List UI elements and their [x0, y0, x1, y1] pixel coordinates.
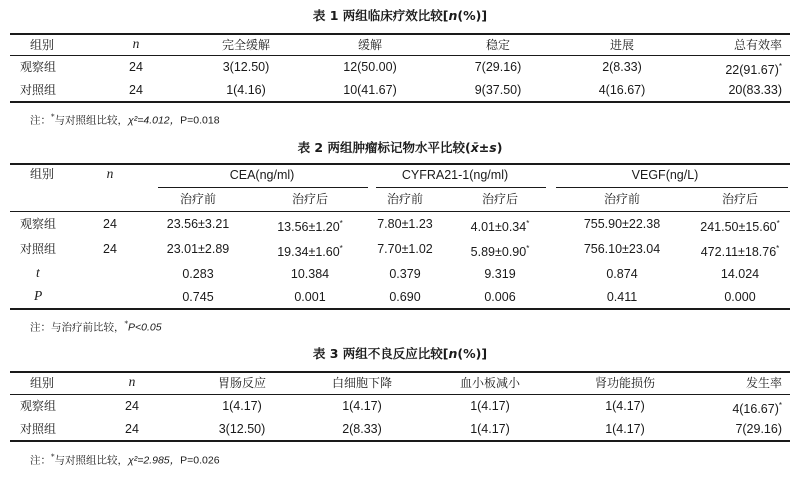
table2-subheader-before: 治疗前: [603, 192, 641, 206]
table2-cell: 756.10±23.04: [583, 242, 661, 256]
table2-cell: 9.319: [484, 267, 516, 281]
table3-cell: 1(4.17): [605, 422, 645, 436]
table2-subheader-after: 治疗后: [291, 192, 329, 206]
table3-row-control-group: 对照组: [20, 422, 57, 436]
table3-cell: 7(29.16): [735, 422, 782, 436]
table1-row-control-n: 24: [129, 83, 143, 97]
table2-row-observation-group: 观察组: [20, 217, 57, 231]
table2-cell: 0.874: [606, 267, 638, 281]
table1-footnote: 注：*与对照组比较，χ²=4.012，P=0.018: [30, 113, 220, 127]
table3-cell: 1(4.17): [470, 422, 510, 436]
table1-cell: 10(41.67): [343, 83, 397, 97]
table2-title: 表 2 两组肿瘤标记物水平比较(x̄±s): [297, 140, 503, 155]
table3-header-leukopenia: 白细胞下降: [331, 376, 393, 390]
table1-header-progression: 进展: [609, 38, 635, 52]
table2-cell: 0.283: [182, 267, 214, 281]
table2-cell: 0.379: [389, 267, 421, 281]
table2-cell: 0.690: [389, 290, 421, 304]
table1-cell-total-observation: 22(91.67)*: [725, 62, 782, 78]
table3-row-control-n: 24: [125, 422, 139, 436]
table2-cell: 755.90±22.38: [583, 217, 661, 231]
table2-cell: 241.50±15.60*: [700, 219, 780, 235]
table2-subheader-before: 治疗前: [386, 192, 424, 206]
table1-header-n: n: [132, 36, 140, 51]
table3-row-observation-n: 24: [125, 399, 139, 413]
table3-header-gastrointestinal: 胃肠反应: [217, 376, 267, 390]
table2-vegf-span-rule: [556, 187, 788, 188]
table2-cell: 14.024: [720, 267, 760, 281]
table2-subheader-before: 治疗前: [179, 192, 217, 206]
table3-cell: 1(4.17): [470, 399, 510, 413]
table2-footnote: 注：与治疗前比较，*P<0.05: [30, 320, 162, 334]
table1-cell: 2(8.33): [602, 60, 642, 74]
table3-header-n: n: [128, 374, 136, 389]
table1-cell: 7(29.16): [474, 60, 522, 74]
table2-row-control-n: 24: [103, 242, 117, 256]
table3-cell-incidence-observation: 4(16.67)*: [732, 401, 782, 417]
table2-cell: 13.56±1.20*: [277, 219, 343, 235]
table3-row-observation-group: 观察组: [20, 399, 57, 413]
table2-cell: 472.11±18.76*: [700, 244, 780, 260]
table2-cell: 0.745: [182, 290, 214, 304]
table2-row-p-label: P: [34, 288, 43, 303]
table3-header-renal-injury: 肾功能损伤: [594, 376, 656, 390]
table1-title: 表 1 两组临床疗效比较[n(%)]: [312, 8, 488, 23]
table1-cell: 1(4.16): [226, 83, 266, 97]
table2-cell: 0.001: [294, 290, 326, 304]
table2-cell: 5.89±0.90*: [470, 244, 530, 260]
table3-cell: 1(4.17): [222, 399, 262, 413]
table1-row-observation-group: 观察组: [20, 60, 57, 74]
table2-cell: 23.56±3.21: [166, 217, 230, 231]
table3-cell: 2(8.33): [342, 422, 382, 436]
table2-header-vegf: VEGF(ng/L): [631, 168, 699, 182]
table3-top-rule: [10, 371, 790, 373]
table2-top-rule: [10, 163, 790, 165]
table3-footnote: 注：*与对照组比较，χ²=2.985，P=0.026: [30, 453, 220, 467]
table2-row-control-group: 对照组: [20, 242, 57, 256]
table2-subheader-after: 治疗后: [721, 192, 759, 206]
table2-header-group: 组别: [30, 167, 55, 181]
table2-header-cea: CEA(ng/ml): [229, 168, 295, 182]
table2-bottom-rule: [10, 308, 790, 310]
table3-title: 表 3 两组不良反应比较[n(%)]: [312, 346, 488, 361]
table2-cell: 0.000: [724, 290, 756, 304]
table1-header-complete-remission: 完全缓解: [221, 38, 271, 52]
table2-cell: 0.411: [606, 290, 638, 304]
table1-top-rule: [10, 33, 790, 35]
table2-cea-span-rule: [158, 187, 368, 188]
table1-cell: 9(37.50): [474, 83, 522, 97]
table1-header-rule: [10, 55, 790, 56]
table2-cyfra-span-rule: [376, 187, 546, 188]
table2-row-t-label: t: [36, 265, 40, 280]
table1-cell: 4(16.67): [598, 83, 646, 97]
table2-row-observation-n: 24: [103, 217, 117, 231]
table3-header-group: 组别: [30, 376, 55, 390]
table3-header-rule: [10, 394, 790, 395]
table1-cell: 20(83.33): [728, 83, 782, 97]
table2-header-n: n: [106, 166, 114, 181]
table3-cell: 3(12.50): [218, 422, 266, 436]
table2-cell: 7.80±1.23: [377, 217, 433, 231]
table1-cell: 12(50.00): [343, 60, 397, 74]
table1-cell: 3(12.50): [222, 60, 270, 74]
table1-header-total-effective-rate: 总有效率: [733, 38, 782, 52]
table1-row-observation-n: 24: [129, 60, 143, 74]
table2-subheader-after: 治疗后: [481, 192, 519, 206]
table3-header-thrombocytopenia: 血小板减小: [459, 376, 521, 390]
table2-cell: 4.01±0.34*: [470, 219, 530, 235]
table2-header-rule: [10, 211, 790, 212]
table1-header-group: 组别: [30, 38, 55, 52]
table1-row-control-group: 对照组: [20, 83, 57, 97]
table2-cell: 0.006: [484, 290, 516, 304]
table3-header-incidence: 发生率: [745, 376, 782, 390]
table2-cell: 7.70±1.02: [377, 242, 433, 256]
table3-cell: 1(4.17): [605, 399, 645, 413]
table2-cell: 10.384: [290, 267, 330, 281]
table2-cell: 23.01±2.89: [166, 242, 230, 256]
table3-bottom-rule: [10, 440, 790, 442]
table2-header-cyfra21-1: CYFRA21-1(ng/ml): [401, 168, 509, 182]
table1-header-remission: 缓解: [357, 38, 383, 52]
table3-cell: 1(4.17): [342, 399, 382, 413]
table2-cell: 19.34±1.60*: [277, 244, 343, 260]
table1-header-stable: 稳定: [485, 38, 511, 52]
table1-bottom-rule: [10, 101, 790, 103]
